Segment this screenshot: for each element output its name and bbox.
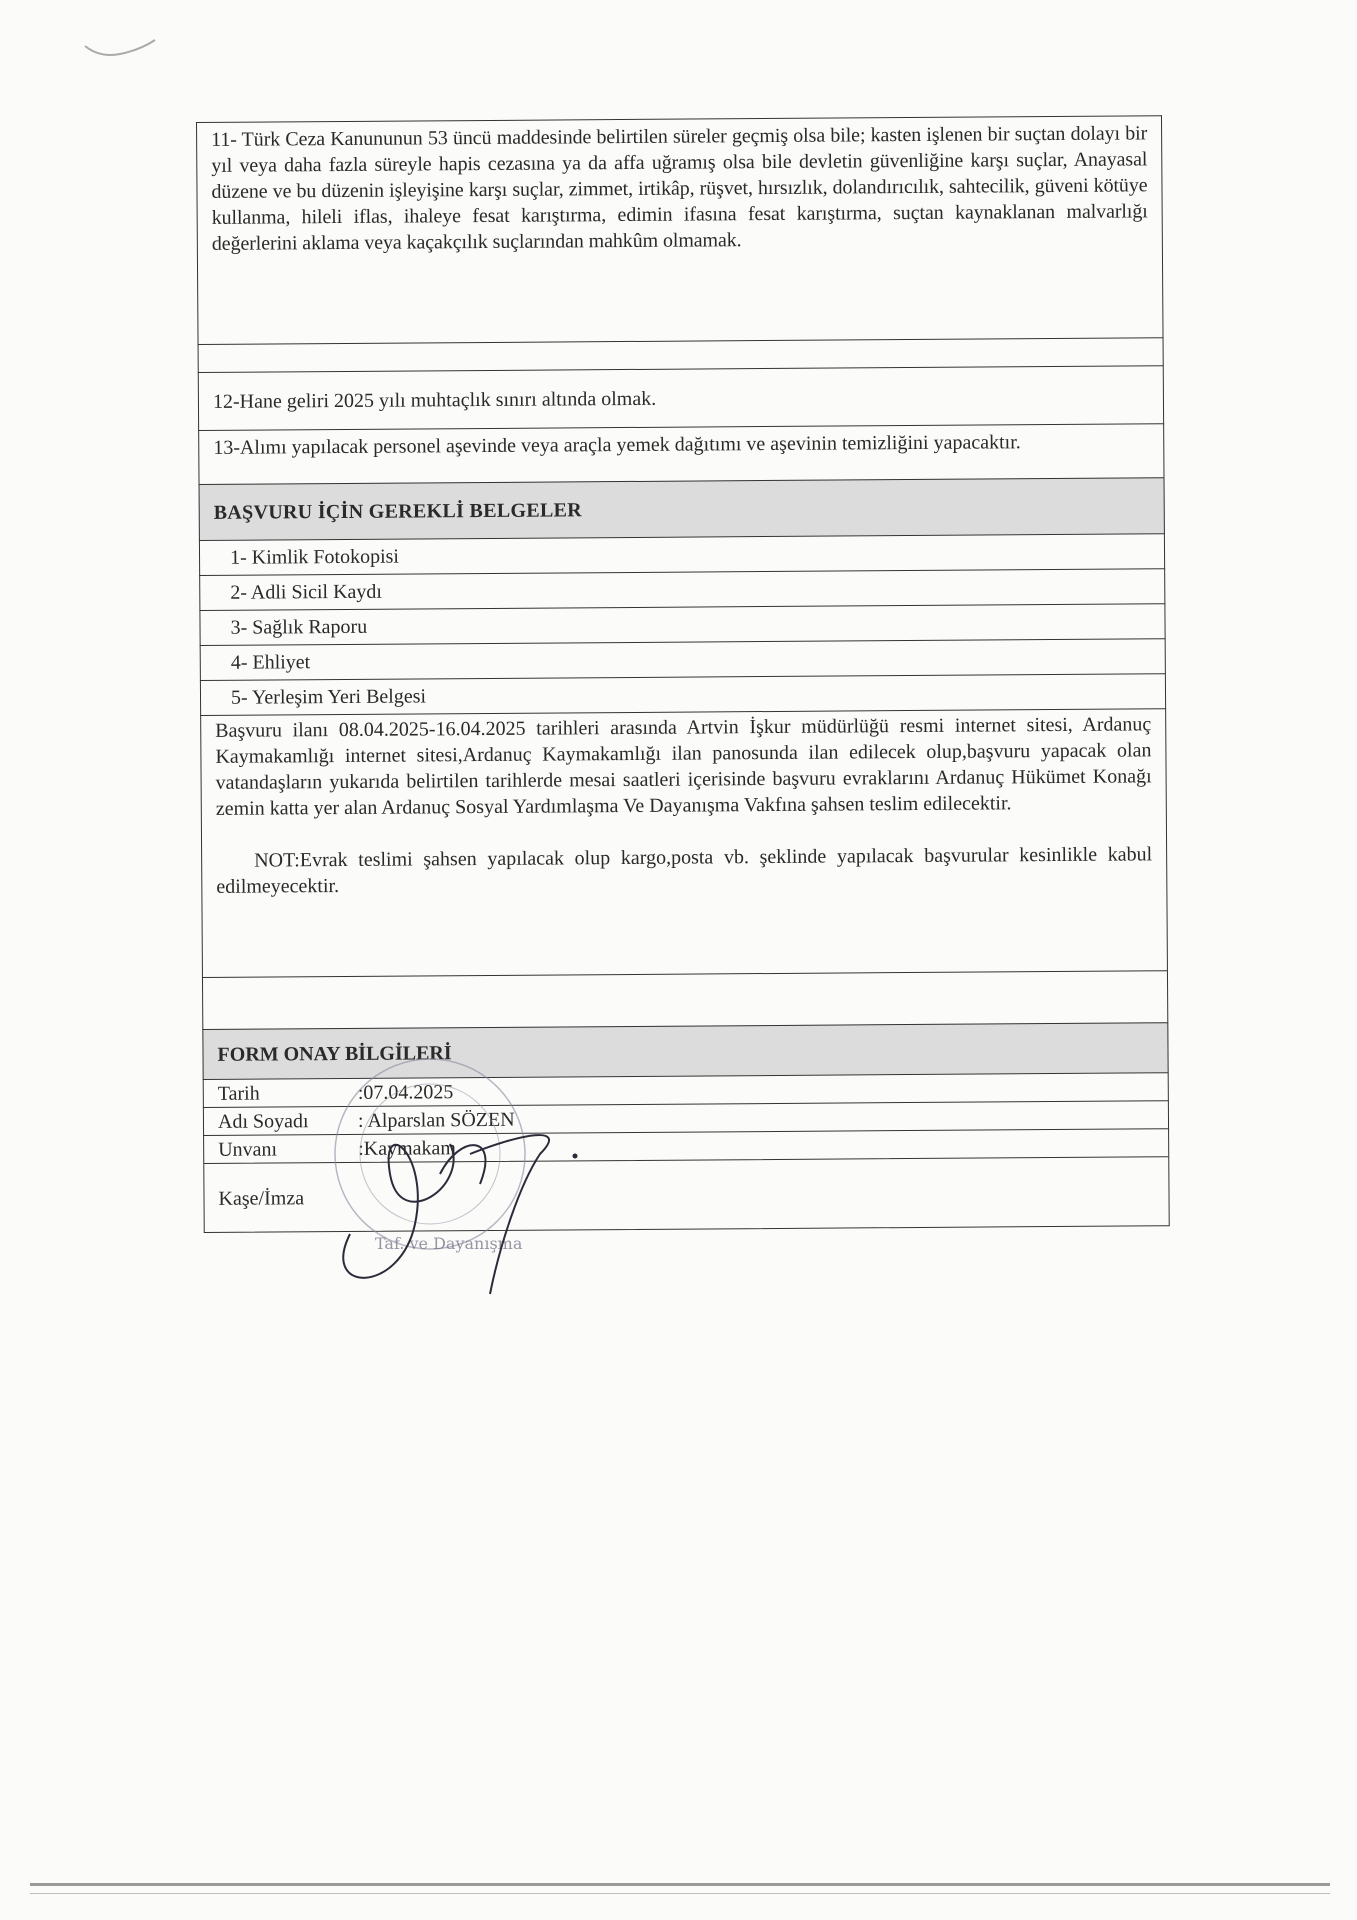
date-label: Tarih — [217, 1082, 260, 1105]
condition-13-cell — [198, 423, 1164, 484]
application-info-text: Başvuru ilanı 08.04.2025-16.04.2025 tarihleri arasında Artvin İşkur müdürlüğü resmi internet sitesi, Ardanuç Kaymakamlığı internet sitesi,Ardanuç Kaymakamlığı ilan panosunda ilan edilecek olup,başvuru yapacak olan vatandaşların yukarıda belirtilen tarihlerde mesai saatleri içerisinde başvuru evraklarını Ardanuç Hükümet Konağı zemin katta yer alan Ardanuç Sosyal Yardımlaşma Ve Dayanışma Vakfına şahsen teslim edilecektir. — [215, 713, 1152, 820]
name-value: : Alparslan SÖZEN — [357, 1108, 515, 1132]
documents-heading: BAŞVURU İÇİN GEREKLİ BELGELER — [199, 477, 1165, 540]
note-text: NOT:Evrak teslimi şahsen yapılacak olup kargo,posta vb. şeklinde yapılacak başvurular kesinlikle kabul edilmeyecektir. — [216, 843, 1153, 898]
application-info-cell — [200, 708, 1168, 977]
document-item: 1- Kimlik Fotokopisi — [199, 533, 1165, 575]
condition-11-text: 11- Türk Ceza Kanununun 53 üncü maddesinde belirtilen süreler geçmiş olsa bile; kasten işlenen bir suçtan dolayı bir yıl veya daha fazla süreyle hapis cezasına ya da affa uğramış olsa bile devletin güvenliğine karşı suçlar, Anayasal düzene ve bu düzenin işleyişine karşı suçlar, zimmet, irtikâp, rüşvet, hırsızlık, dolandırıcılık, sahtecilik, güveni kötüye kullanma, hileli iflas, ihaleye fesat karıştırma, edimin ifasına fesat karıştırma, suçtan kaynaklanan malvarlığı değerlerini aklama veya kaçakçılık suçlarından mahkûm olmamak. — [211, 122, 1148, 255]
document-item: 2- Adli Sicil Kaydı — [199, 568, 1165, 610]
condition-11-cell — [196, 115, 1164, 344]
document-item: 3- Sağlık Raporu — [199, 603, 1165, 645]
document-item: 5- Yerleşim Yeri Belgesi — [200, 673, 1166, 715]
date-value: :07.04.2025 — [357, 1081, 454, 1104]
official-stamp-signature — [320, 1034, 620, 1314]
document-item: 4- Ehliyet — [200, 638, 1166, 680]
condition-12-text: 12-Hane geliri 2025 yılı muhtaçlık sınırı altında olmak. — [212, 387, 657, 413]
form-approval-heading: FORM ONAY BİLGİLERİ — [202, 1022, 1168, 1079]
name-label: Adı Soyadı — [217, 1110, 309, 1133]
stamp-text: Taf. ve Dayanışma — [375, 1234, 523, 1253]
scan-edge-line — [30, 1893, 1330, 1894]
condition-13-text: 13-Alımı yapılacak personel aşevinde veya araçla yemek dağıtımı ve aşevinin temizliğini yapacaktır. — [213, 431, 1021, 459]
title-value: :Kaymakam — [358, 1137, 456, 1160]
stamp-signature-label: Kaşe/İmza — [218, 1187, 305, 1210]
scan-smudge — [80, 28, 160, 68]
title-label: Unvanı — [218, 1138, 278, 1161]
scan-edge-line — [30, 1883, 1330, 1886]
empty-row — [202, 970, 1168, 1029]
condition-12-cell — [198, 365, 1164, 430]
